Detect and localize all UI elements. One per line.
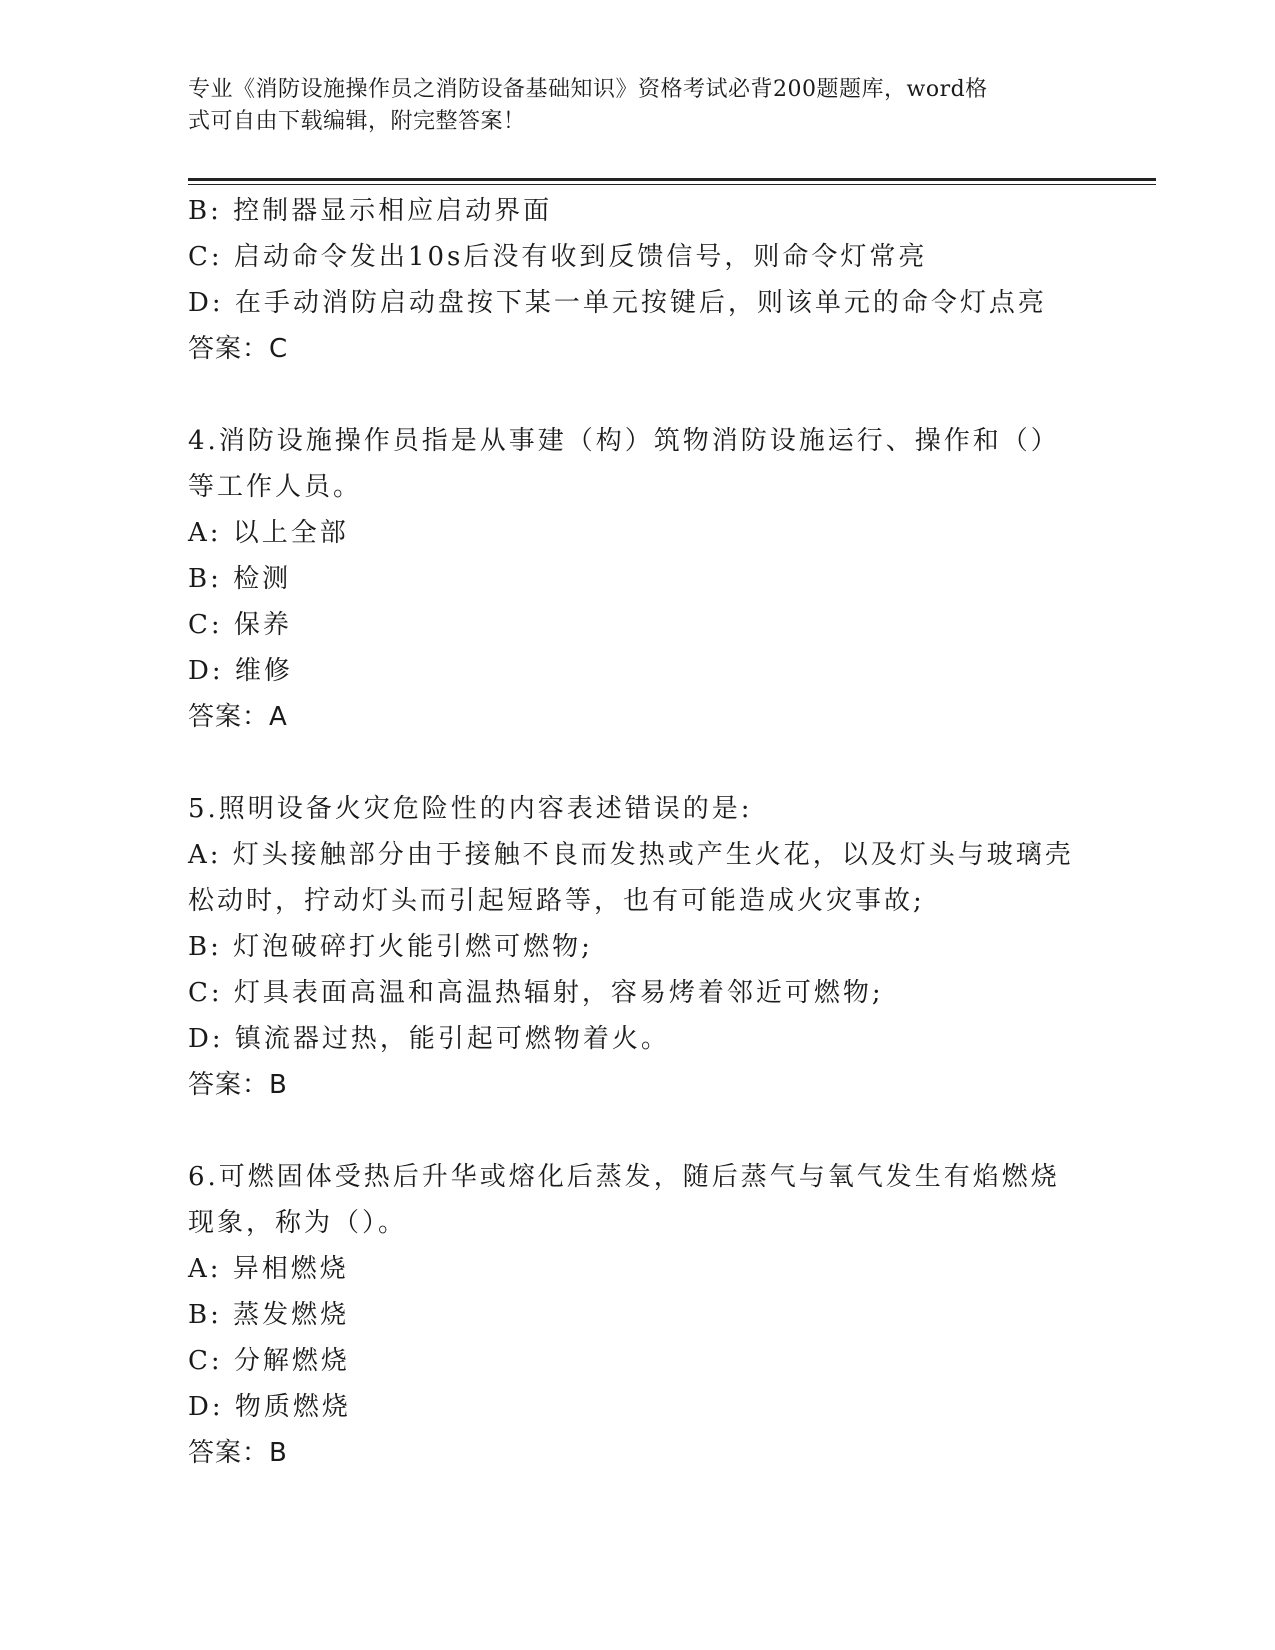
option-d: D: 在手动消防启动盘按下某一单元按键后，则该单元的命令灯点亮 <box>188 288 1047 318</box>
option-a: A: 异相燃烧 <box>188 1254 349 1284</box>
question-stem: 4.消防设施操作员指是从事建（构）筑物消防设施运行、操作和（） <box>188 426 1060 456</box>
option-b: B: 控制器显示相应启动界面 <box>188 196 553 226</box>
option-b: B: 灯泡破碎打火能引燃可燃物; <box>188 932 593 962</box>
question-stem-continued: 等工作人员。 <box>188 472 363 502</box>
option-d: D: 镇流器过热，能引起可燃物着火。 <box>188 1024 670 1054</box>
spacer <box>188 1108 1148 1154</box>
question-stem-continued: 现象，称为（）。 <box>188 1208 408 1238</box>
question-6 <box>188 1154 1148 1476</box>
option-b: B: 蒸发燃烧 <box>188 1300 350 1330</box>
option-c: C: 灯具表面高温和高温热辐射，容易烤着邻近可燃物; <box>188 978 884 1008</box>
header-divider-thick <box>188 178 1156 181</box>
spacer <box>188 740 1148 786</box>
answer-label: 答案：C <box>188 334 289 364</box>
header-line-2: 式可自由下载编辑，附完整答案！ <box>188 109 526 134</box>
header-line-1: 专业《消防设施操作员之消防设备基础知识》资格考试必背200题题库，word格 <box>188 77 988 102</box>
document-header <box>188 74 1088 138</box>
option-b: B: 检测 <box>188 564 292 594</box>
option-a: A: 以上全部 <box>188 518 349 548</box>
question-4 <box>188 418 1148 740</box>
answer-label: 答案：A <box>188 702 288 732</box>
option-d: D: 维修 <box>188 656 293 686</box>
question-stem: 6.可燃固体受热后升华或熔化后蒸发，随后蒸气与氧气发生有焰燃烧 <box>188 1162 1060 1192</box>
answer-label: 答案：B <box>188 1438 288 1468</box>
question-5 <box>188 786 1148 1108</box>
question-stem: 5.照明设备火灾危险性的内容表述错误的是: <box>188 794 753 824</box>
header-divider-thin <box>188 184 1156 185</box>
answer-label: 答案：B <box>188 1070 288 1100</box>
option-a: A: 灯头接触部分由于接触不良而发热或产生火花，以及灯头与玻璃壳 <box>188 840 1074 870</box>
question-3-tail <box>188 188 1148 372</box>
spacer <box>188 372 1148 418</box>
option-c: C: 保养 <box>188 610 292 640</box>
option-c: C: 启动命令发出10s后没有收到反馈信号，则命令灯常亮 <box>188 242 928 272</box>
question-list <box>188 188 1148 1476</box>
option-c: C: 分解燃烧 <box>188 1346 350 1376</box>
option-a-continued: 松动时，拧动灯头而引起短路等，也有可能造成火灾事故; <box>188 886 925 916</box>
option-d: D: 物质燃烧 <box>188 1392 351 1422</box>
